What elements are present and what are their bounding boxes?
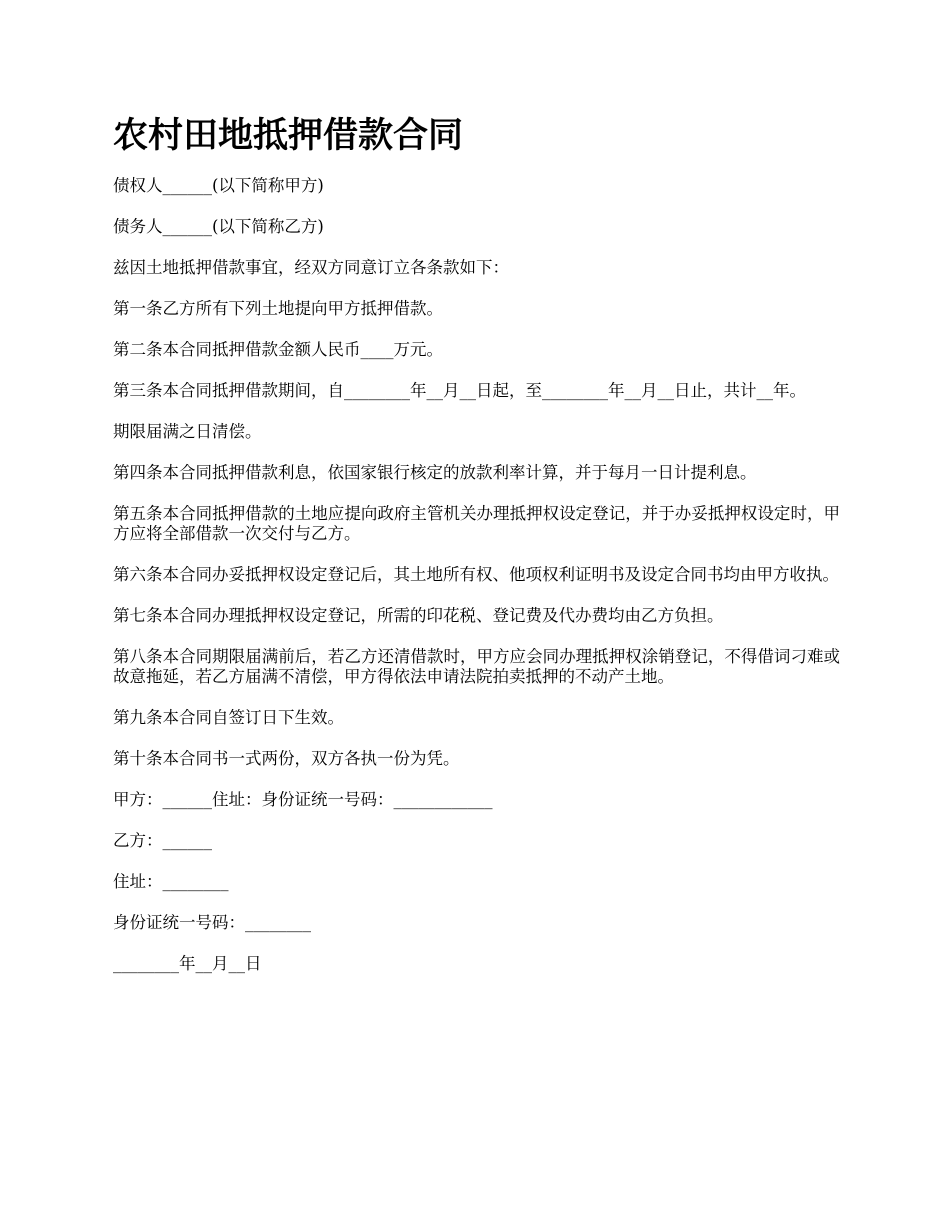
article-8: 第八条本合同期限届满前后，若乙方还清借款时，甲方应会同办理抵押权涂销登记，不得借词刁难或故意拖延，若乙方届满不清偿，甲方得依法申请法院拍卖抵押的不动产土地。	[113, 647, 840, 686]
article-9: 第九条本合同自签订日下生效。	[113, 708, 344, 727]
article-3: 第三条本合同抵押借款期间，自________年__月__日起，至________年__月__日止，共计__年。	[113, 381, 806, 400]
document-page	[113, 112, 840, 995]
party-a-signature-line: 甲方：______住址：身份证统一号码：____________	[113, 790, 493, 809]
article-7: 第七条本合同办理抵押权设定登记，所需的印花税、登记费及代办费均由乙方负担。	[113, 606, 724, 625]
article-3-repayment: 期限届满之日清偿。	[113, 422, 262, 441]
article-5: 第五条本合同抵押借款的土地应提向政府主管机关办理抵押权设定登记，并于办妥抵押权设定时，甲方应将全部借款一次交付与乙方。	[113, 504, 840, 543]
preamble: 兹因土地抵押借款事宜，经双方同意订立各条款如下：	[113, 258, 509, 277]
creditor-line: 债权人______(以下简称甲方)	[113, 176, 324, 195]
article-6: 第六条本合同办妥抵押权设定登记后，其土地所有权、他项权利证明书及设定合同书均由甲方收执。	[113, 565, 839, 584]
party-b-signature-line: 乙方：______	[113, 831, 212, 850]
address-line: 住址：________	[113, 872, 229, 891]
document-title: 农村田地抵押借款合同	[113, 116, 464, 156]
article-4: 第四条本合同抵押借款利息，依国家银行核定的放款利率计算，并于每月一日计提利息。	[113, 463, 757, 482]
date-line: ________年__月__日	[113, 954, 262, 973]
article-2: 第二条本合同抵押借款金额人民币____万元。	[113, 340, 443, 359]
article-1: 第一条乙方所有下列土地提向甲方抵押借款。	[113, 299, 443, 318]
id-number-line: 身份证统一号码：________	[113, 913, 311, 932]
debtor-line: 债务人______(以下简称乙方)	[113, 217, 324, 236]
article-10: 第十条本合同书一式两份，双方各执一份为凭。	[113, 749, 460, 768]
